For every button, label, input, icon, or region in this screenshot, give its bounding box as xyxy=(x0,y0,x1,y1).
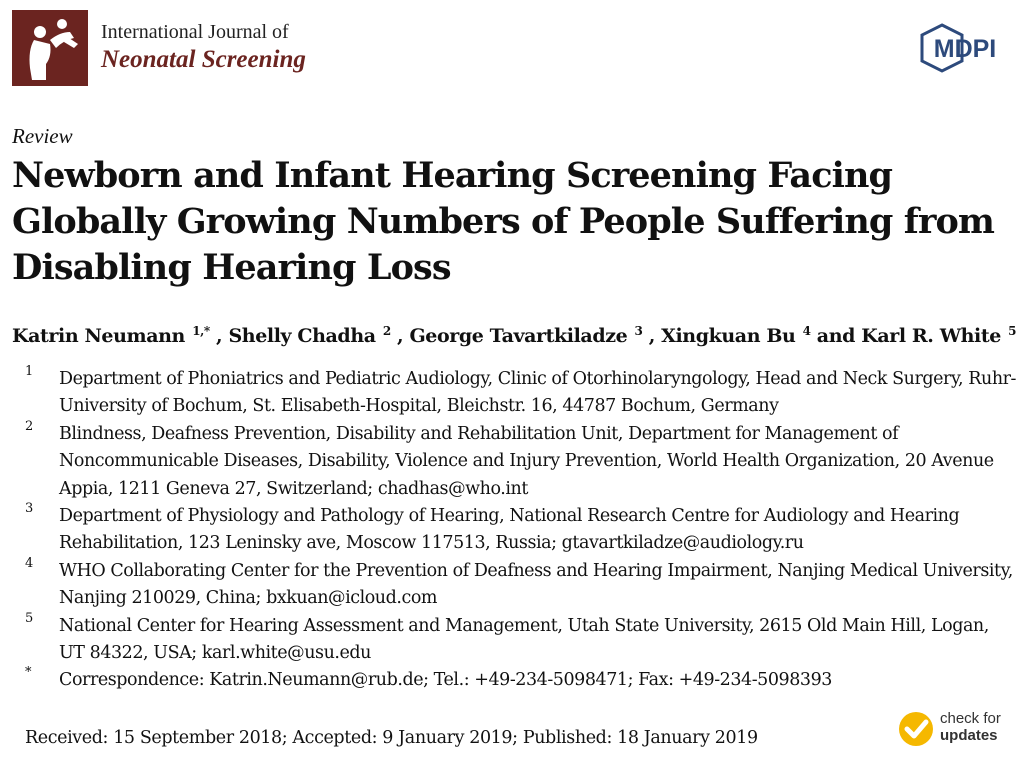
author-separator: and xyxy=(816,325,862,347)
affiliation-item xyxy=(0,418,1024,503)
author-name: Karl R. White xyxy=(861,325,1001,347)
author-name: Shelly Chadha xyxy=(228,325,376,347)
author-separator: , xyxy=(397,325,410,347)
mdpi-logo-text: MDPI xyxy=(933,35,997,63)
author-affiliation-ref: 5 xyxy=(1008,324,1017,338)
affiliation-item xyxy=(0,555,1024,613)
affiliation-text: WHO Collaborating Center for the Prevention of Deafness and Hearing Impairment, Nanjing Medical University, Nanjing 210029, China; bxkuan@icloud.com xyxy=(59,560,1013,609)
author-affiliation-ref: 3 xyxy=(634,324,643,338)
publication-dates: Received: 15 September 2018; Accepted: 9 January 2019; Published: 18 January 2019 xyxy=(25,728,758,748)
author-name: George Tavartkiladze xyxy=(409,325,628,347)
correspondence-text: Correspondence: Katrin.Neumann@rub.de; Tel.: +49-234-5098471; Fax: +49-234-5098393 xyxy=(59,670,832,691)
mdpi-logo-icon xyxy=(917,23,1011,73)
journal-logo xyxy=(12,10,88,86)
affiliation-number: 5 xyxy=(25,610,34,626)
mdpi-logo xyxy=(917,23,1011,73)
author-separator: , xyxy=(216,325,229,347)
affiliation-text: Department of Phoniatrics and Pediatric Audiology, Clinic of Otorhinolaryngology, Head and Neck Surgery, Ruhr-University of Bochum, St. Elisabeth-Hospital, Bleichstr. 16, 44787 Bochum, Germany xyxy=(59,369,1017,417)
affiliation-text: Department of Physiology and Pathology of Hearing, National Research Centre for Audiology and Hearing Rehabilitation, 123 Leninsky ave, Moscow 117513, Russia; gtavartkiladze@audiology.ru xyxy=(59,506,960,554)
affiliation-item xyxy=(0,366,1024,421)
affiliation-text: Blindness, Deafness Prevention, Disability and Rehabilitation Unit, Department for Management of Noncommunicable Diseases, Disability, Violence and Injury Prevention, World Health Organization, 20 Avenue Appia, 1211 Geneva 27, Switzerland; chadhas@who.int xyxy=(59,423,994,499)
affiliation-item xyxy=(0,503,1024,558)
author-list xyxy=(12,324,1016,347)
correspondence-marker: * xyxy=(25,665,32,681)
check-for-updates-button[interactable] xyxy=(896,706,1018,752)
affiliation-number: 2 xyxy=(25,418,34,434)
check-for-updates-label xyxy=(940,710,1001,744)
check-for-updates-line2: updates xyxy=(940,727,998,744)
affiliation-text: National Center for Hearing Assessment and Management, Utah State University, 2615 Old Main Hill, Logan, UT 84322, USA; karl.white@usu.edu xyxy=(59,615,989,664)
journal-name-line2: Neonatal Screening xyxy=(101,46,306,73)
journal-name-line1: International Journal of xyxy=(101,21,289,43)
correspondence-item xyxy=(0,667,1024,694)
article-title: Newborn and Infant Hearing Screening Facing Globally Growing Numbers of People Suffering from Disabling Hearing Loss xyxy=(12,155,995,288)
author-name: Katrin Neumann xyxy=(12,325,185,347)
author-affiliation-ref: 2 xyxy=(382,324,391,338)
mother-child-icon xyxy=(12,10,88,86)
affiliation-item xyxy=(0,610,1024,668)
affiliation-number: 1 xyxy=(25,364,34,379)
check-for-updates-line1: check for xyxy=(940,710,1001,727)
affiliation-list xyxy=(0,366,1024,695)
author-name: Xingkuan Bu xyxy=(661,325,796,347)
journal-name xyxy=(101,21,306,74)
author-affiliation-ref: 4 xyxy=(802,324,811,338)
affiliation-number: 3 xyxy=(25,501,34,517)
article-type: Review xyxy=(12,124,73,148)
author-affiliation-ref: 1,* xyxy=(192,324,210,338)
author-separator: , xyxy=(648,325,662,347)
check-badge-icon xyxy=(896,709,936,749)
affiliation-number: 4 xyxy=(25,555,34,571)
